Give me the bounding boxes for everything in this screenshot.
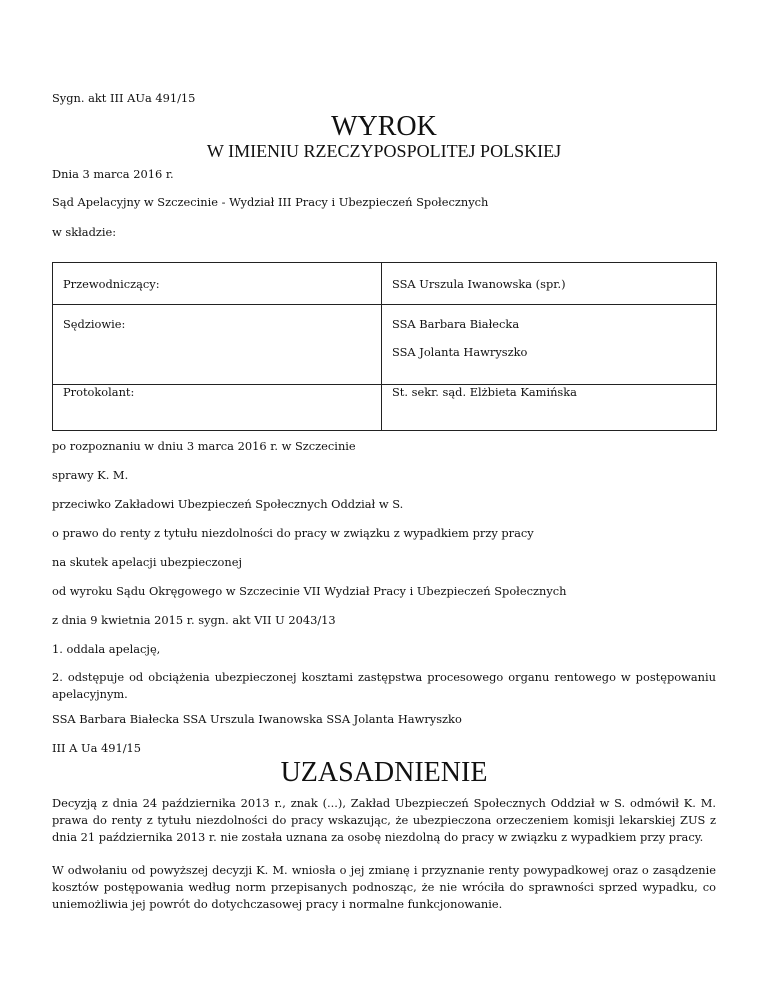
case-parties-line: sprawy K. M.	[52, 468, 129, 482]
court-name: Sąd Apelacyjny w Szczecinie - Wydział III Pracy i Ubezpieczeń Społecznych	[52, 195, 489, 209]
case-signature: Sygn. akt III AUa 491/15	[52, 91, 196, 105]
judge-name: SSA Jolanta Hawryszko	[392, 345, 528, 359]
table-cell	[53, 305, 382, 385]
table-row	[53, 385, 717, 431]
table-cell	[53, 263, 382, 305]
judgment-title: WYROK	[331, 111, 437, 142]
judges-label: Sędziowie:	[63, 317, 126, 331]
clerk-name: St. sekr. sąd. Elżbieta Kamińska	[392, 385, 577, 399]
justification-paragraph: W odwołaniu od powyższej decyzji K. M. wniosła o jej zmianę i przyznanie renty powypadkowej oraz o zasądzenie kosztów postępowania według norm przepisanych podnosząc, że nie wróciła do sprawności sprzed wypadku, co uniemożliwia jej powrót do dotychczasowej pracy i normalne funkcjonowanie.	[52, 863, 716, 911]
ruling-point-2: 2. odstępuje od obciążenia ubezpieczonej kosztami zastępstwa procesowego organu rentowego w postępowaniu apelacyjnym.	[52, 670, 716, 701]
clerk-label: Protokolant:	[63, 385, 135, 399]
presiding-name: SSA Urszula Iwanowska (spr.)	[392, 277, 566, 291]
subject-line: o prawo do renty z tytułu niezdolności do pracy w związku z wypadkiem przy pracy	[52, 526, 534, 540]
signatures: SSA Barbara Białecka SSA Urszula Iwanowska SSA Jolanta Hawryszko	[52, 712, 462, 726]
defendant-line: przeciwko Zakładowi Ubezpieczeń Społecznych Oddział w S.	[52, 497, 404, 511]
table-row	[53, 305, 717, 385]
judge-name: SSA Barbara Białecka	[392, 317, 520, 331]
justification-case-signature: III A Ua 491/15	[52, 741, 142, 755]
ruling-point-1: 1. oddala apelację,	[52, 642, 161, 656]
appeal-line: na skutek apelacji ubezpieczonej	[52, 555, 242, 569]
table-row	[53, 263, 717, 305]
table-cell	[382, 385, 717, 431]
composition-table	[52, 262, 717, 431]
table-cell	[53, 385, 382, 431]
lower-court-line: od wyroku Sądu Okręgowego w Szczecinie VII Wydział Pracy i Ubezpieczeń Społecznych	[52, 584, 567, 598]
hearing-line: po rozpoznaniu w dniu 3 marca 2016 r. w Szczecinie	[52, 439, 356, 453]
table-cell	[382, 305, 717, 385]
justification-paragraph: Decyzją z dnia 24 października 2013 r., znak (...), Zakład Ubezpieczeń Społecznych Oddział w S. odmówił K. M. prawa do renty z tytułu niezdolności do pracy wskazując, że ubezpieczona orzeczeniem komisji lekarskiej ZUS z dnia 21 października 2013 r. nie została uznana za osobę niezdolną do pracy w związku z wypadkiem przy pracy.	[52, 796, 716, 844]
presiding-label: Przewodniczący:	[63, 277, 160, 291]
table-cell	[382, 263, 717, 305]
composition-intro: w składzie:	[52, 225, 117, 239]
lower-court-date-line: z dnia 9 kwietnia 2015 r. sygn. akt VII U 2043/13	[52, 613, 336, 627]
justification-title: UZASADNIENIE	[280, 757, 488, 788]
judgment-date: Dnia 3 marca 2016 r.	[52, 167, 174, 181]
judgment-subtitle: W IMIENIU RZECZYPOSPOLITEJ POLSKIEJ	[206, 141, 562, 161]
